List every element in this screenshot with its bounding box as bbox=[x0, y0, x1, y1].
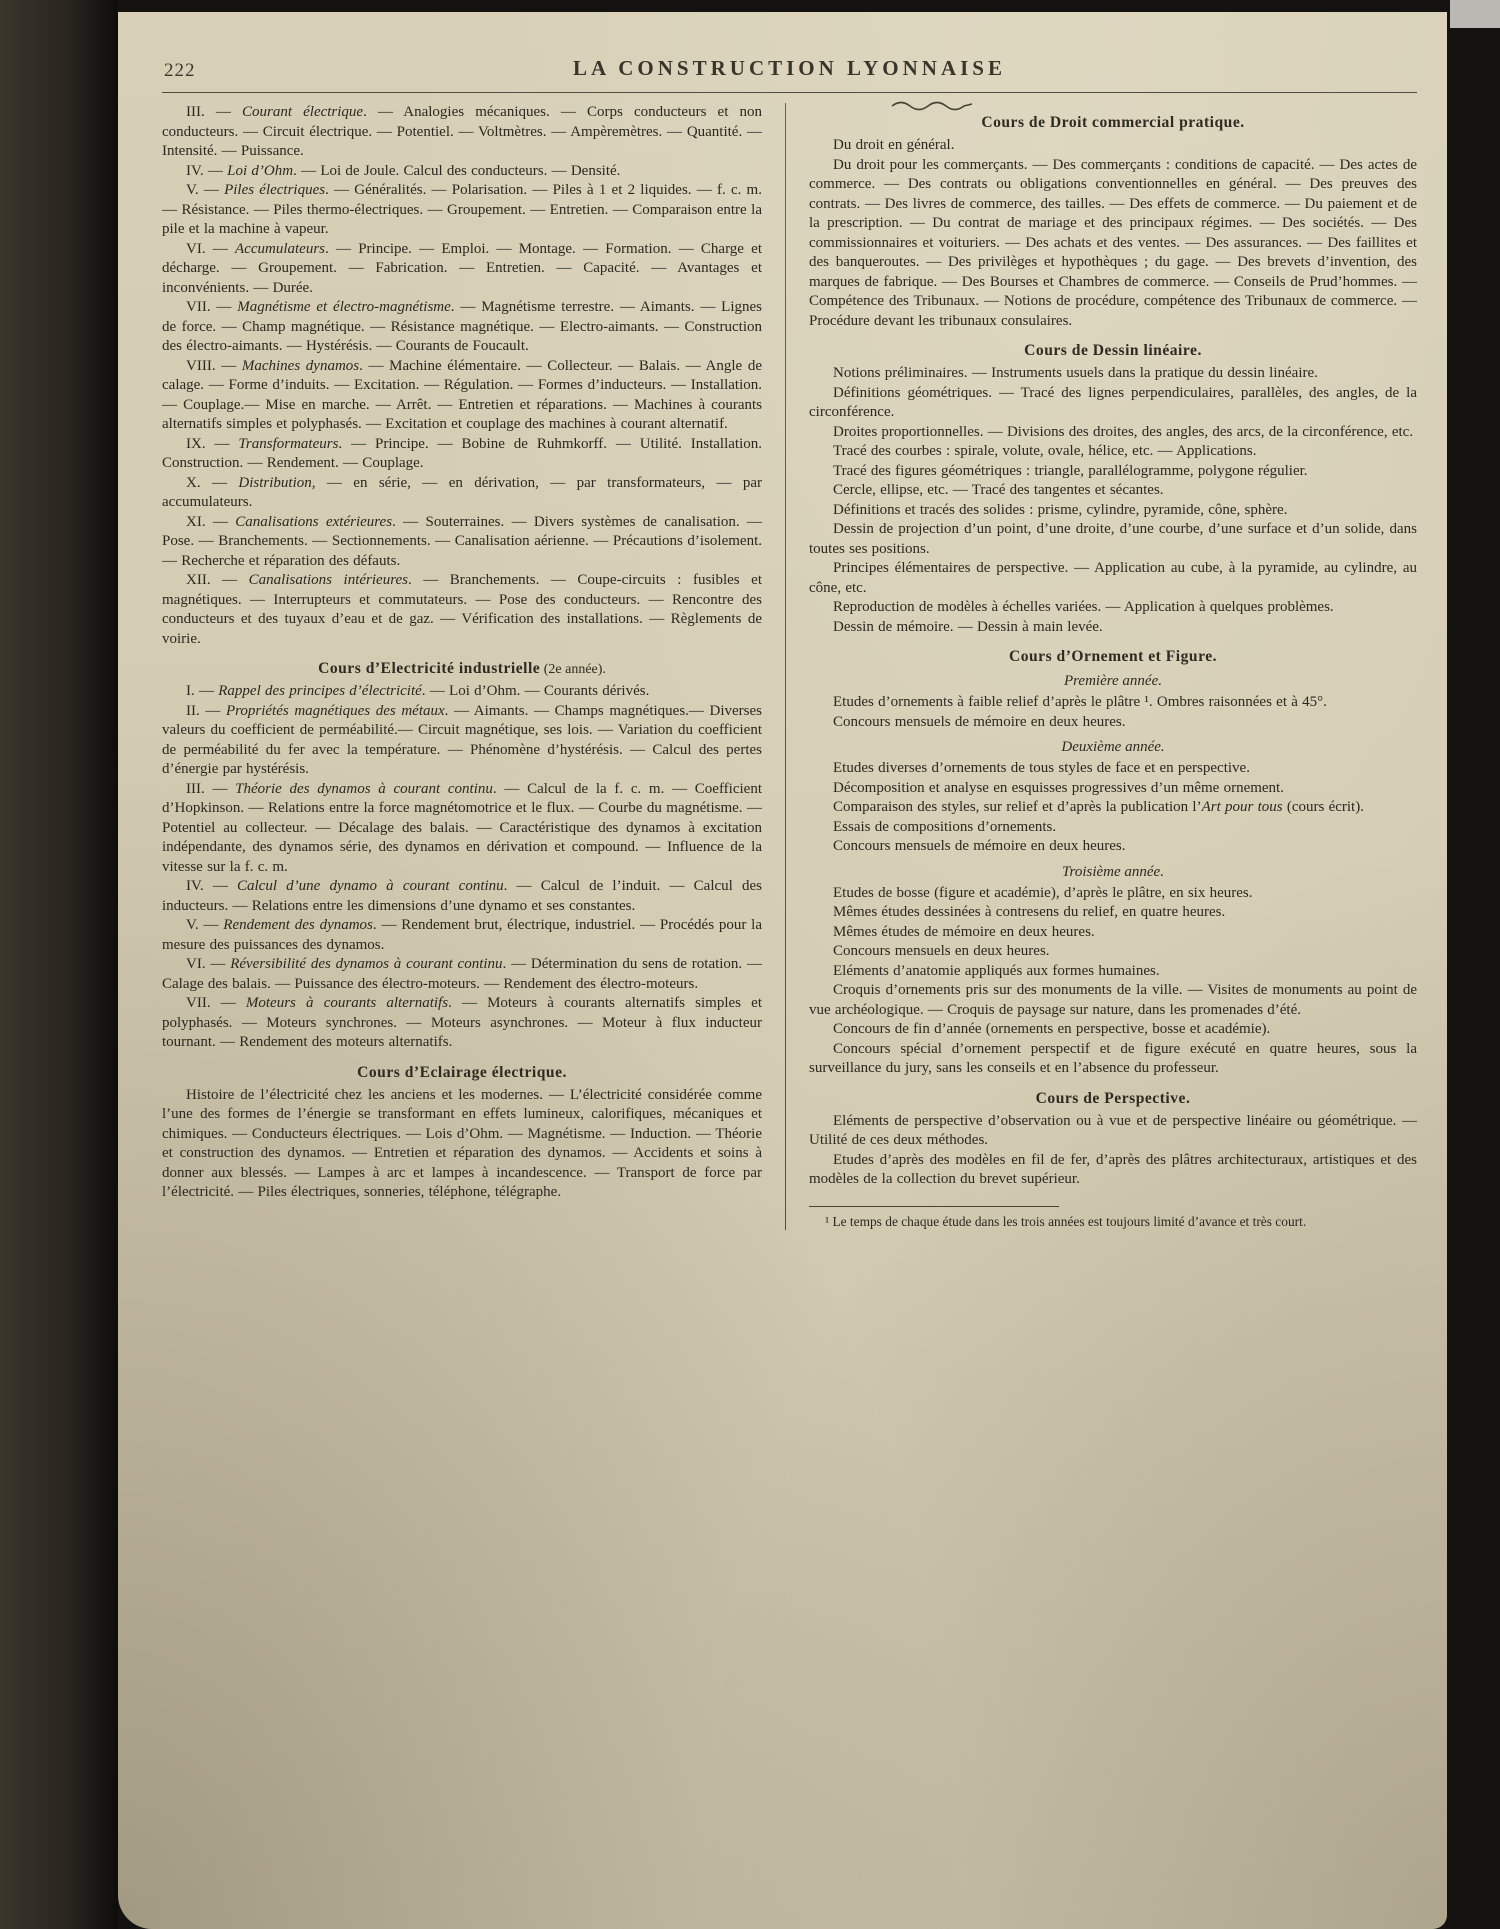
header-rule bbox=[162, 92, 1417, 93]
section-heading: Cours de Droit commercial pratique. bbox=[981, 114, 1245, 131]
paragraph: Etudes diverses d’ornements de tous styles de face et en perspective. bbox=[833, 760, 1250, 776]
course-item: I. — Rappel des principes d’électricité. — Loi d’Ohm. — Courants dérivés. bbox=[186, 683, 650, 699]
paragraph: Notions préliminaires. — Instruments usuels dans la pratique du dessin linéaire. bbox=[833, 365, 1318, 381]
paragraph: Comparaison des styles, sur relief et d’après la publication l’Art pour tous (cours écrit). bbox=[833, 799, 1364, 815]
course-item: V. — Piles électriques. — Généralités. — Polarisation. — Piles à 1 et 2 liquides. — f. c. m. — Résistance. — Piles thermo-électriques. — Groupement. — Entretien. — Comparaison entre la pile et la machine à vapeur. bbox=[162, 182, 762, 237]
newspaper-page bbox=[118, 12, 1447, 1929]
section-heading: Cours d’Ornement et Figure. bbox=[1008, 648, 1218, 665]
paragraph: Mêmes études de mémoire en deux heures. bbox=[833, 923, 1095, 940]
paragraph: Tracé des figures géométriques : triangle, parallélogramme, polygone régulier. bbox=[833, 462, 1308, 479]
paragraph: Droites proportionnelles. — Divisions des droites, des angles, des arcs, de la circonférence, etc. bbox=[833, 423, 1414, 440]
paragraph: Concours mensuels en deux heures. bbox=[833, 943, 1050, 959]
course-item: IV. — Calcul d’une dynamo à courant continu. — Calcul de l’induit. — Calcul des inducteurs. — Relations entre les dimensions d’une dynamo et ses constantes. bbox=[162, 878, 762, 914]
decorative-squiggle bbox=[890, 98, 976, 116]
paragraph: Croquis d’ornements pris sur des monuments de la ville. — Visites de monuments au point de vue archéologique. — Croquis de paysage sur nature, dans les promenades d’été. bbox=[809, 982, 1417, 1018]
section-heading: Cours de Perspective. bbox=[1035, 1089, 1191, 1107]
year-subheading: Deuxième année. bbox=[1061, 739, 1165, 755]
course-item: III. — Théorie des dynamos à courant continu. — Calcul de la f. c. m. — Coefficient d’Hopkinson. — Relations entre la force magnétomotrice et le flux. — Courbe du magnétisme. — Potentiel au collecteur. — Décalage des balais. — Caractéristique des dynamos à excitation indépendante, des dynamos série, des dynamos en dérivation et compound. — Influence de la vitesse sur la f. c. m. bbox=[162, 780, 762, 875]
paragraph: Décomposition et analyse en esquisses progressives d’un même ornement. bbox=[833, 779, 1284, 796]
paragraph: Principes élémentaires de perspective. — Application au cube, à la pyramide, au cylindre, au cône, etc. bbox=[809, 560, 1417, 596]
section-heading: Cours de Dessin linéaire. bbox=[1024, 342, 1202, 359]
course-item: VIII. — Machines dynamos. — Machine élémentaire. — Collecteur. — Balais. — Angle de calage. — Forme d’induits. — Excitation. — Régulation. — Formes d’inducteurs. — Installation. — Couplage.— Mise en marche. — Arrêt. — Entretien et réparations. — Machines à courants alternatifs simples et polyphasés. — Excitation et couplage des machines à courant alternatif. bbox=[162, 357, 762, 432]
paragraph: Etudes d’après des modèles en fil de fer, d’après des plâtres architecturaux, artistiques et des modèles de la collection du brevet supérieur. bbox=[809, 1151, 1417, 1187]
section-heading: Cours d’Eclairage électrique. bbox=[357, 1063, 567, 1081]
course-item: V. — Rendement des dynamos. — Rendement brut, électrique, industriel. — Procédés pour la mesure des puissances des dynamos. bbox=[162, 917, 763, 953]
course-item: X. — Distribution, — en série, — en dérivation, — par transformateurs, — par accumulateurs. bbox=[162, 474, 762, 510]
paragraph: Eléments d’anatomie appliqués aux formes humaines. bbox=[833, 962, 1160, 979]
course-item: VII. — Moteurs à courants alternatifs. — Moteurs à courants alternatifs simples et polyphasés. — Moteurs synchrones. — Moteurs asynchrones. — Moteur à flux inducteur tournant. — Rendement des moteurs alternatifs. bbox=[162, 995, 762, 1050]
paragraph: Cercle, ellipse, etc. — Tracé des tangentes et sécantes. bbox=[833, 482, 1164, 498]
paragraph: Histoire de l’électricité chez les anciens et les modernes. — L’électricité considérée comme l’une des formes de l’énergie se transformant en effets lumineux, calorifiques, mécaniques et chimiques. — Conducteurs électriques. — Lois d’Ohm. — Magnétisme. — Induction. — Théorie et construction des dynamos. — Entretien et réparation des dynamos. — Accidents et soins à donner aux blessés. — Lampes à arc et lampes à incandescence. — Transport de force par l’électricité. — Piles électriques, sonneries, téléphone, télégraphe. bbox=[162, 1086, 762, 1200]
paragraph: Définitions géométriques. — Tracé des lignes perpendiculaires, parallèles, des angles, de la circonférence. bbox=[809, 384, 1417, 420]
footnote-text: ¹ Le temps de chaque étude dans les trois années est toujours limité d’avance et très court. bbox=[825, 1213, 1307, 1229]
paragraph: Concours spécial d’ornement perspectif et de figure exécuté en quatre heures, sous la surveillance du jury, sans les conseils et en l’absence du professeur. bbox=[809, 1040, 1417, 1076]
page-header bbox=[162, 46, 1417, 92]
paragraph: Du droit pour les commerçants. — Des commerçants : conditions de capacité. — Des actes de commerce. — Des contrats ou obligations conventionnelles en général. — Des preuves des contrats. — Des livres de commerce, des tailles. — Des effets de commerce. — Du paiement et de la prescription. — Du contrat de mariage et des principaux régimes. — Des sociétés. — Des commissionnaires et voituriers. — Des achats et des ventes. — Des assurances. — Des faillites et des banqueroutes. — Des privilèges et hypothèques ; du gage. — Des brevets d’invention, des marques de fabrique. — Des Bourses et Chambres de commerce. — Conseils de Prud’hommes. — Compétence des Tribunaux. — Notions de procédure, compétence des Tribunaux de commerce. — Procédure devant les tribunaux consulaires. bbox=[809, 156, 1417, 329]
course-item: VI. — Accumulateurs. — Principe. — Emploi. — Montage. — Formation. — Charge et décharge. — Groupement. — Fabrication. — Entretien. — Capacité. — Avantages et inconvénients. — Durée. bbox=[162, 240, 762, 296]
page-number: 222 bbox=[164, 60, 196, 81]
year-subheading: Première année. bbox=[1063, 673, 1162, 689]
paragraph: Définitions et tracés des solides : prisme, cylindre, pyramide, cône, sphère. bbox=[833, 501, 1288, 518]
paragraph: Mêmes études dessinées à contresens du relief, en quatre heures. bbox=[833, 904, 1226, 920]
paragraph: Du droit en général. bbox=[833, 137, 955, 153]
paragraph: Eléments de perspective d’observation ou à vue et de perspective linéaire ou géométrique. — Utilité de ces deux méthodes. bbox=[809, 1112, 1417, 1148]
paragraph: Essais de compositions d’ornements. bbox=[833, 818, 1057, 835]
year-subheading: Troisième année. bbox=[1062, 863, 1164, 880]
course-item: XI. — Canalisations extérieures. — Souterraines. — Divers systèmes de canalisation. — Pose. — Branchements. — Sectionnements. — Canalisation aérienne. — Précautions d’isolement. — Recherche et réparation des défauts. bbox=[162, 513, 763, 569]
section-heading: Cours d’Electricité industrielle (2e année). bbox=[318, 660, 606, 677]
paragraph: Concours mensuels de mémoire en deux heures. bbox=[833, 713, 1126, 730]
paragraph: Dessin de projection d’un point, d’une droite, d’une courbe, d’une surface et d’un solide, dans toutes ses positions. bbox=[809, 521, 1417, 557]
course-item: IX. — Transformateurs. — Principe. — Bobine de Ruhmkorff. — Utilité. Installation. Construction. — Rendement. — Couplage. bbox=[162, 435, 762, 471]
footnote-block bbox=[809, 1206, 1417, 1230]
paragraph: Etudes de bosse (figure et académie), d’après le plâtre, en six heures. bbox=[833, 884, 1253, 901]
course-item: VI. — Réversibilité des dynamos à courant continu. — Détermination du sens de rotation. — Calage des balais. — Puissance des électro-moteurs. — Rendement des électro-moteurs. bbox=[162, 956, 762, 992]
course-item: II. — Propriétés magnétiques des métaux. — Aimants. — Champs magnétiques.— Diverses valeurs du coefficient de perméabilité.— Circuit magnétique, ses lois. — Variation du coefficient de perméabilité du fer avec la température. — Phénomène d’hystérésis. — Calcul des pertes d’énergie par hystérésis. bbox=[162, 702, 763, 777]
page-title: LA CONSTRUCTION LYONNAISE bbox=[573, 56, 1006, 80]
paragraph: Concours mensuels de mémoire en deux heures. bbox=[833, 838, 1126, 854]
paragraph: Reproduction de modèles à échelles variées. — Application à quelques problèmes. bbox=[833, 599, 1334, 615]
paragraph: Etudes d’ornements à faible relief d’après le plâtre ¹. Ombres raisonnées et à 45°. bbox=[833, 694, 1327, 710]
course-item: IV. — Loi d’Ohm. — Loi de Joule. Calcul des conducteurs. — Densité. bbox=[186, 162, 621, 179]
columns bbox=[162, 103, 1417, 1230]
right-column bbox=[786, 103, 1417, 1230]
binding-shadow bbox=[0, 0, 118, 1929]
course-item: III. — Courant électrique. — Analogies mécaniques. — Corps conducteurs et non conducteurs. — Circuit électrique. — Potentiel. — Voltmètres. — Ampèremètres. — Quantité. — Intensité. — Puissance. bbox=[162, 104, 762, 159]
paragraph: Dessin de mémoire. — Dessin à main levée. bbox=[833, 618, 1103, 635]
paragraph: Tracé des courbes : spirale, volute, ovale, hélice, etc. — Applications. bbox=[833, 443, 1257, 459]
footnote-rule bbox=[809, 1206, 1059, 1207]
course-item: VII. — Magnétisme et électro-magnétisme. — Magnétisme terrestre. — Aimants. — Lignes de force. — Champ magnétique. — Résistance magnétique. — Electro-aimants. — Construction des électro-aimants. — Hystérésis. — Courants de Foucault. bbox=[162, 299, 762, 354]
scanner-background-corner bbox=[1450, 0, 1500, 28]
course-item: XII. — Canalisations intérieures. — Branchements. — Coupe-circuits : fusibles et magnétiques. — Interrupteurs et commutateurs. — Pose des conducteurs. — Rencontre des conducteurs et des tuyaux d’eau et de gaz. — Vérification des installations. — Règlements de voirie. bbox=[162, 572, 763, 647]
left-column bbox=[162, 103, 785, 1230]
paragraph: Concours de fin d’année (ornements en perspective, bosse et académie). bbox=[833, 1021, 1271, 1037]
